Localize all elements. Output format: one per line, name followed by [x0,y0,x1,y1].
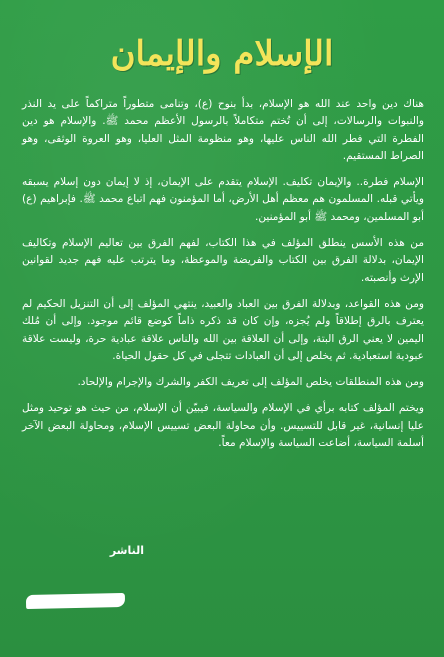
paragraph: ومن هذه القواعد، وبدلالة الفرق بين العباد والعبيد، ينتهي المؤلف إلى أن التنزيل الحكيم لم يعترف بالرق إطلاقاً ولم يُجزه، وإن كان قد ذكره ذاماً كوضع قائم موجود. وإلى أن مُلك اليمين لا يعني الرق البتة، وإلى أن العلاقة بين الله والناس علاقة عبادية حرة، وليست علاقة عبودية استعبادية. ثم يخلص إلى أن العبادات تتجلى في كل حقول الحياة. [22,297,424,362]
publisher-signature: الناشر [109,544,144,557]
paragraph: الإسلام فطرة.. والإيمان تكليف. الإسلام يتقدم على الإيمان، إذ لا إيمان دون إسلام يسبقه ويأتي قبله. المسلمون هم معظم أهل الأرض، أما المؤمنون فهم اتباع محمد ﷺ. فإبراهيم (ع) أبو المسلمين، ومحمد ﷺ أبو المؤمنين. [22,176,424,223]
paragraph: هناك دين واحد عند الله هو الإسلام، بدأ بنوح (ع)، وتنامى متطوراً متراكماً على يد النذر والنبوات والرسالات، إلى أن تُختم متكاملاً بالرسول الأعظم محمد ﷺ. والإسلام هو دين الفطرة التي فطر الله الناس عليها، وهو منظومة المثل العليا، وهو العروة الوثقى، وهو الصراط المستقيم. [22,98,424,162]
paragraph: من هذه الأسس ينطلق المؤلف في هذا الكتاب، لفهم الفرق بين تعاليم الإسلام وتكاليف الإيمان، بدلالة الفرق بين الكتاب والفريضة والموعظة، وما يترتب عليه فهم جديد لقوانين الإرث وأنصبته. [22,237,424,284]
white-label-strip [26,593,125,609]
paragraph: ومن هذه المنطلقات يخلص المؤلف إلى تعريف الكفر والشرك والإجرام والإلحاد. [77,376,424,389]
paragraph: ويختم المؤلف كتابه برأي في الإسلام والسياسة، فيبيّن أن الإسلام، من حيث هو توحيد ومثل عليا إنسانية، غير قابل للتسييس. وأن محاولة البعض تسييس الإسلام، ومحاولة البعض الآخر أسلمة السياسة، أضاعت السياسة والإسلام معاً. [22,402,424,450]
book-title: الإسلام والإيمان [110,34,334,74]
blurb-text [22,96,424,461]
